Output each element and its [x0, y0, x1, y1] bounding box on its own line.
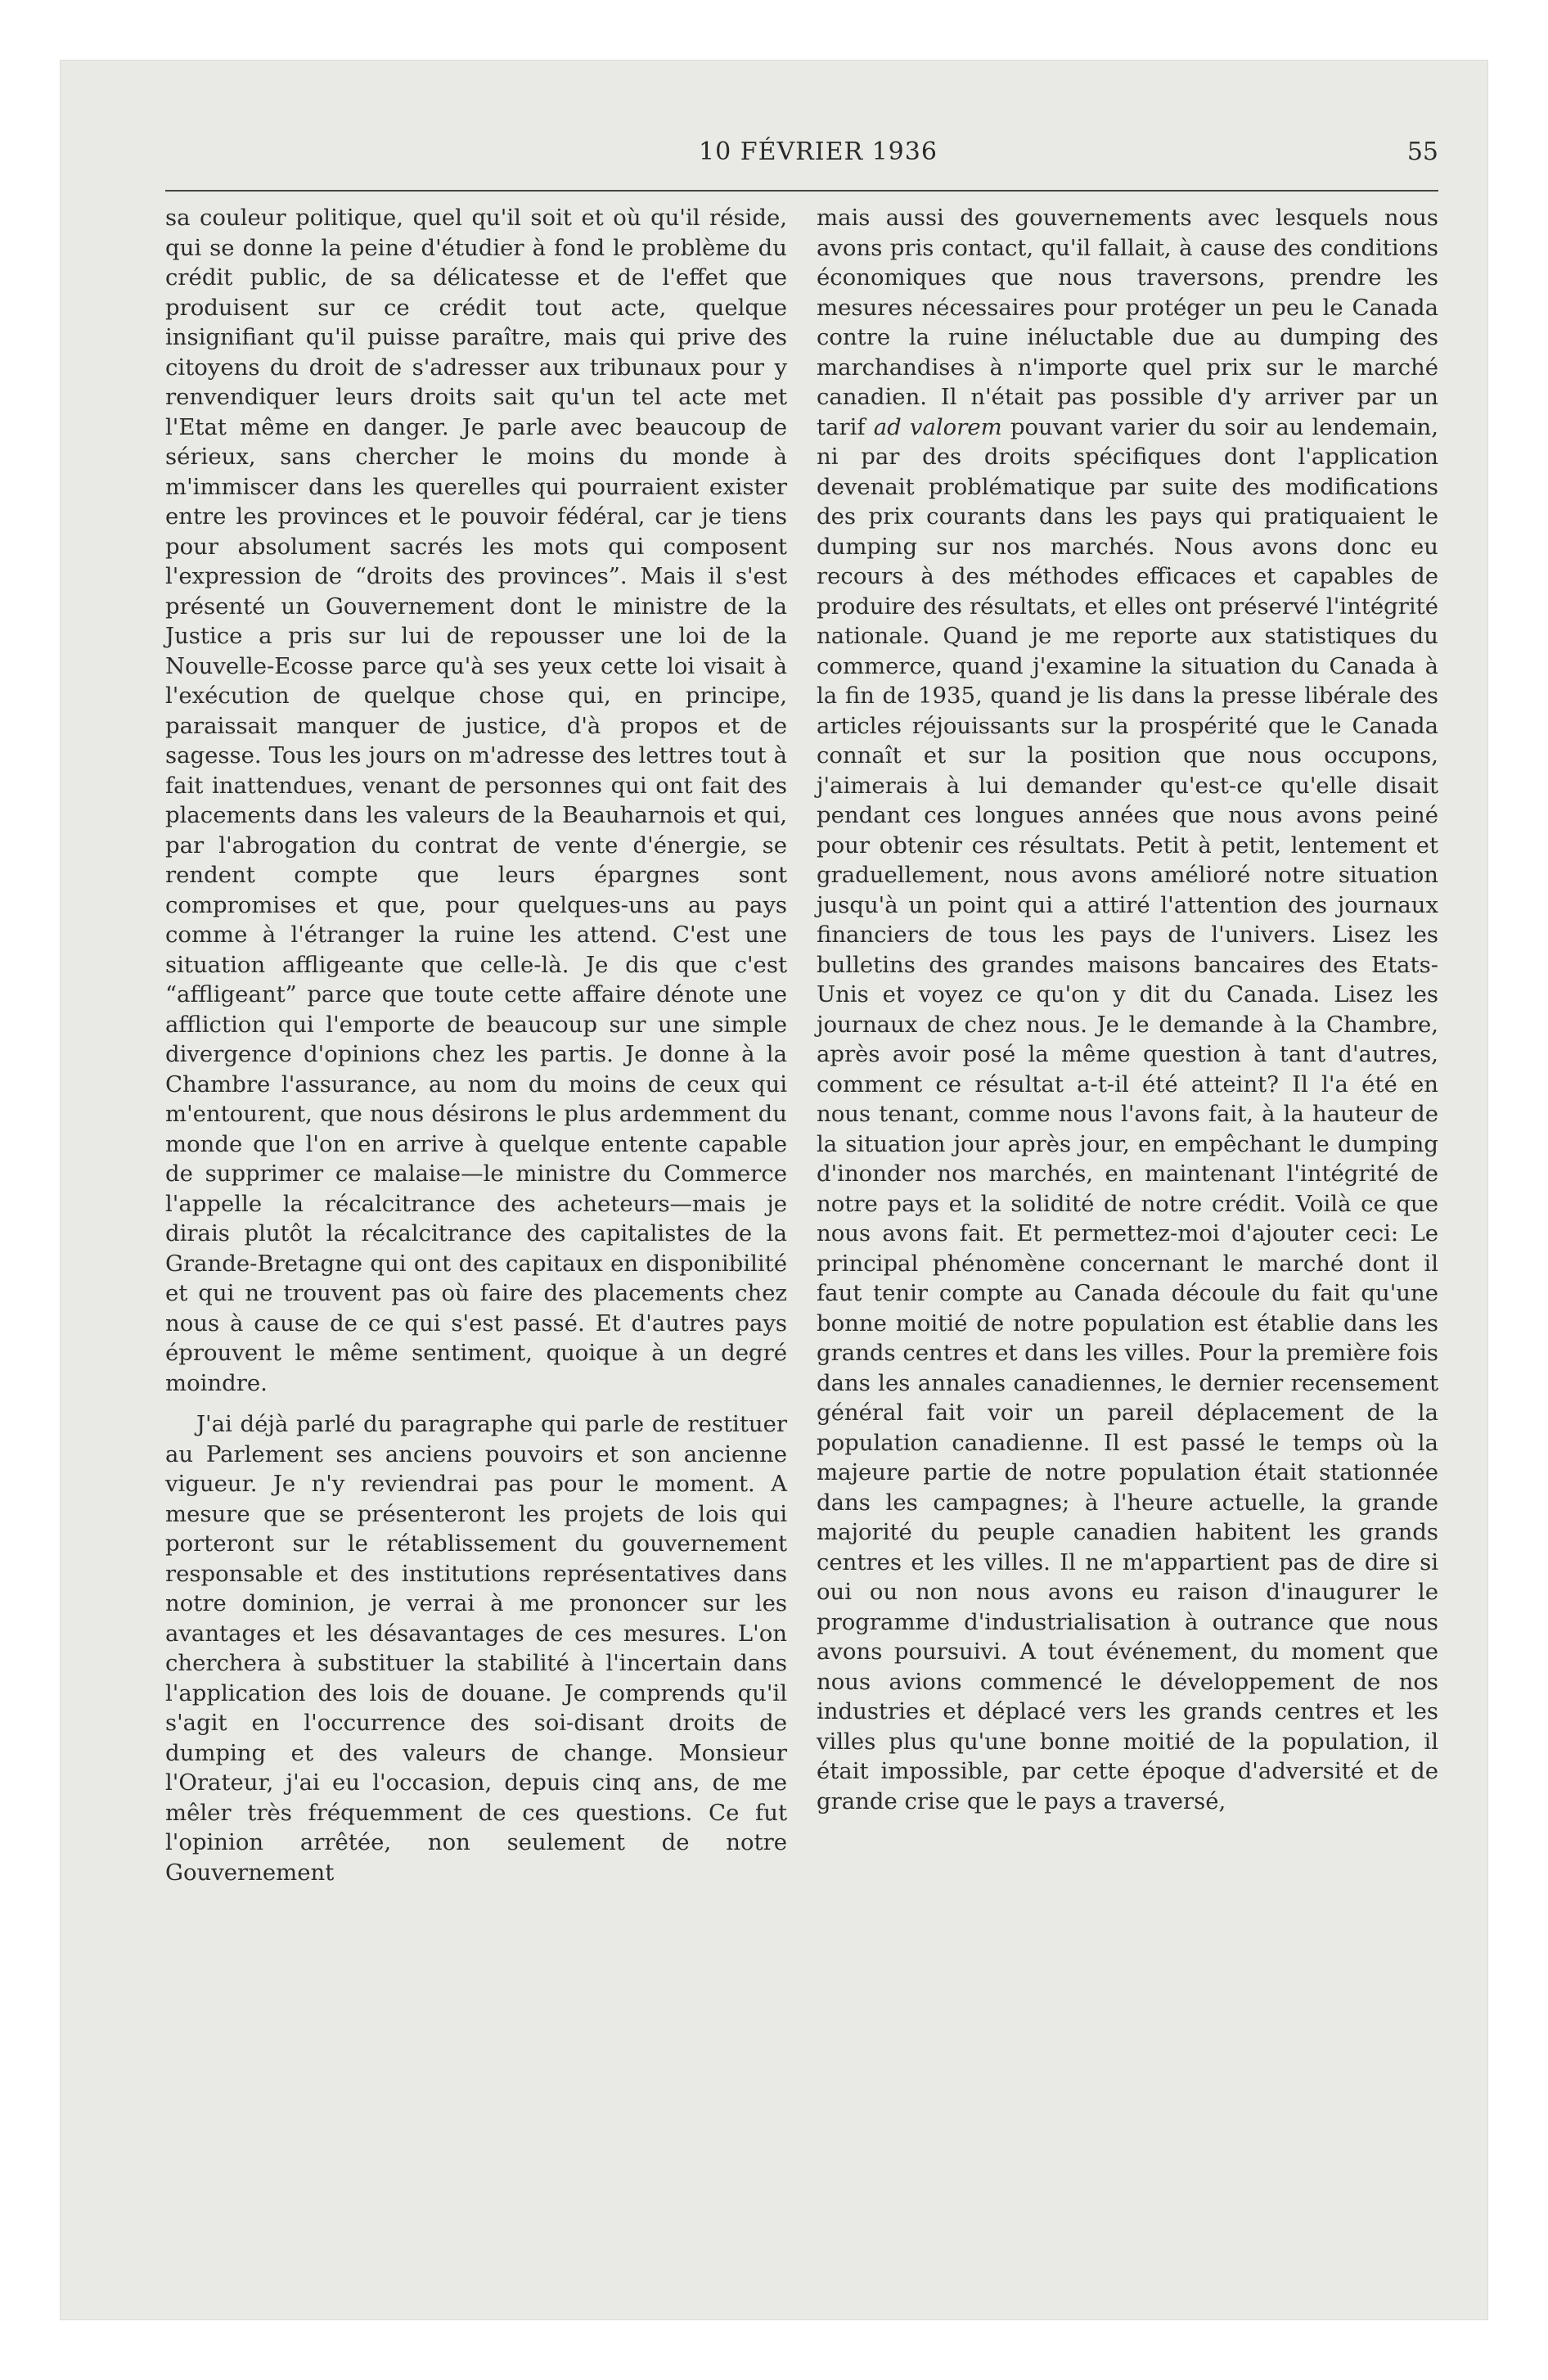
- running-header: [165, 137, 1438, 177]
- right-text-part-1: mais aussi des gouvernements avec lesquels nous avons pris contact, qu'il fallait, à cause des conditions économiques que nous traversons, prendre les mesures nécessaires pour protéger un peu le Canada contre la ruine inéluctable due au dumping des marchandises à n'importe quel prix sur le marché canadien. Il n'était pas possible d'y arriver par un tarif: [817, 205, 1438, 440]
- left-paragraph-1: sa couleur politique, quel qu'il soit et où qu'il réside, qui se donne la peine d'étudier à fond le problème du crédit public, de sa délicatesse et de l'effet que produisent sur ce crédit tout acte, quelque insignifiant qu'il puisse paraître, mais qui prive des citoyens du droit de s'adresser aux tribunaux pour y renvendiquer leurs droits sait qu'un tel acte met l'Etat même en danger. Je parle avec beaucoup de sérieux, sans chercher le moins du monde à m'immiscer dans les querelles qui pourraient exister entre les provinces et le pouvoir fédéral, car je tiens pour absolument sacrés les mots qui composent l'expression de “droits des provinces”. Mais il s'est présenté un Gouvernement dont le ministre de la Justice a pris sur lui de repousser une loi de la Nouvelle-Ecosse parce qu'à ses yeux cette loi visait à l'exécution de quelque chose qui, en principe, paraissait manquer de justice, d'à propos et de sagesse. Tous les jours on m'adresse des lettres tout à fait inattendues, venant de personnes qui ont fait des placements dans les valeurs de la Beauharnois et qui, par l'abrogation du contrat de vente d'énergie, se rendent compte que leurs épargnes sont compromises et que, pour quelques-uns au pays comme à l'étranger la ruine les attend. C'est une situation affligeante que celle-là. Je dis que c'est “affligeant” parce que toute cette affaire dénote une affliction qui l'emporte de beaucoup sur une simple divergence d'opinions chez les partis. Je donne à la Chambre l'assurance, au nom du moins de ceux qui m'entourent, que nous désirons le plus ardemment du monde que l'on en arrive à quelque entente capable de supprimer ce malaise—le ministre du Commerce l'appelle la récalcitrance des acheteurs—mais je dirais plutôt la récalcitrance des capitalistes de la Grande-Bretagne qui ont des capitaux en disponibilité et qui ne trouvent pas où faire des placements chez nous à cause de ce qui s'est passé. Et d'autres pays éprouvent le même sentiment, quoique à un degré moindre.: [165, 205, 787, 1396]
- right-text-part-2: pouvant varier du soir au lendemain, ni par des droits spécifiques dont l'application devenait problématique par suite des modifications des prix courants dans les pays qui pratiquaient le dumping sur nos marchés. Nous avons donc eu recours à des méthodes efficaces et capables de produire des résultats, et elles ont préservé l'intégrité nationale. Quand je me reporte aux statistiques du commerce, quand j'examine la situation du Canada à la fin de 1935, quand je lis dans la presse libérale des articles réjouissants sur la prospérité que le Canada connaît et sur la position que nous occupons, j'aimerais à lui demander qu'est-ce qu'elle disait pendant ces longues années que nous avons peiné pour obtenir ces résultats. Petit à petit, lentement et graduellement, nous avons amélioré notre situation jusqu'à un point qui a attiré l'attention des journaux financiers de tous les pays de l'univers. Lisez les bulletins des grandes maisons bancaires des Etats-Unis et voyez ce qu'on y dit du Canada. Lisez les journaux de chez nous. Je le demande à la Chambre, après avoir posé la même question à tant d'autres, comment ce résultat a-t-il été atteint? Il l'a été en nous tenant, comme nous l'avons fait, à la hauteur de la situation jour après jour, en empêchant le dumping d'inonder nos marchés, en maintenant l'intégrité de notre pays et la solidité de notre crédit. Voilà ce que nous avons fait. Et permettez-moi d'ajouter ceci: Le principal phénomène concernant le marché dont il faut tenir compte au Canada découle du fait qu'une bonne moitié de notre population est établie dans les grands centres et dans les villes. Pour la première fois dans les annales canadiennes, le dernier recensement général fait voir un pareil déplacement de la population canadienne. Il est passé le temps où la majeure partie de notre population était stationnée dans les campagnes; à l'heure actuelle, la grande majorité du peuple canadien habitent les grands centres et les villes. Il ne m'appartient pas de dire si oui ou non nous avons eu raison d'inaugurer le programme d'industrialisation à outrance que nous avons poursuivi. A tout événement, du moment que nous avions commencé le développement de nos industries et déplacé vers les grands centres et les villes plus qu'une bonne moitié de la population, il était impossible, par cette époque d'adversité et de grande crise que le pays a traversé,: [817, 413, 1438, 1814]
- latin-phrase: ad valorem: [873, 413, 1002, 440]
- header-rule: [165, 190, 1438, 192]
- page-date: 10 FÉVRIER 1936: [699, 137, 938, 166]
- left-column: [165, 203, 787, 1887]
- right-paragraph: [817, 203, 1438, 1816]
- right-column: [817, 203, 1438, 1816]
- left-paragraph-2: J'ai déjà parlé du paragraphe qui parle de restituer au Parlement ses anciens pouvoirs et son ancienne vigueur. Je n'y reviendrai pas pour le moment. A mesure que se présenteront les projets de lois qui porteront sur le rétablissement du gouvernement responsable et des institutions représentatives dans notre dominion, je verrai à me prononcer sur les avantages et les désavantages de ces mesures. L'on cherchera à substituer la stabilité à l'incertain dans l'application des lois de douane. Je comprends qu'il s'agit en l'occurrence des soi-disant droits de dumping et des valeurs de change. Monsieur l'Orateur, j'ai eu l'occasion, depuis cinq ans, de me mêler très fréquemment de ces questions. Ce fut l'opinion arrêtée, non seulement de notre Gouvernement: [165, 1411, 787, 1886]
- page-number: 55: [1406, 137, 1438, 166]
